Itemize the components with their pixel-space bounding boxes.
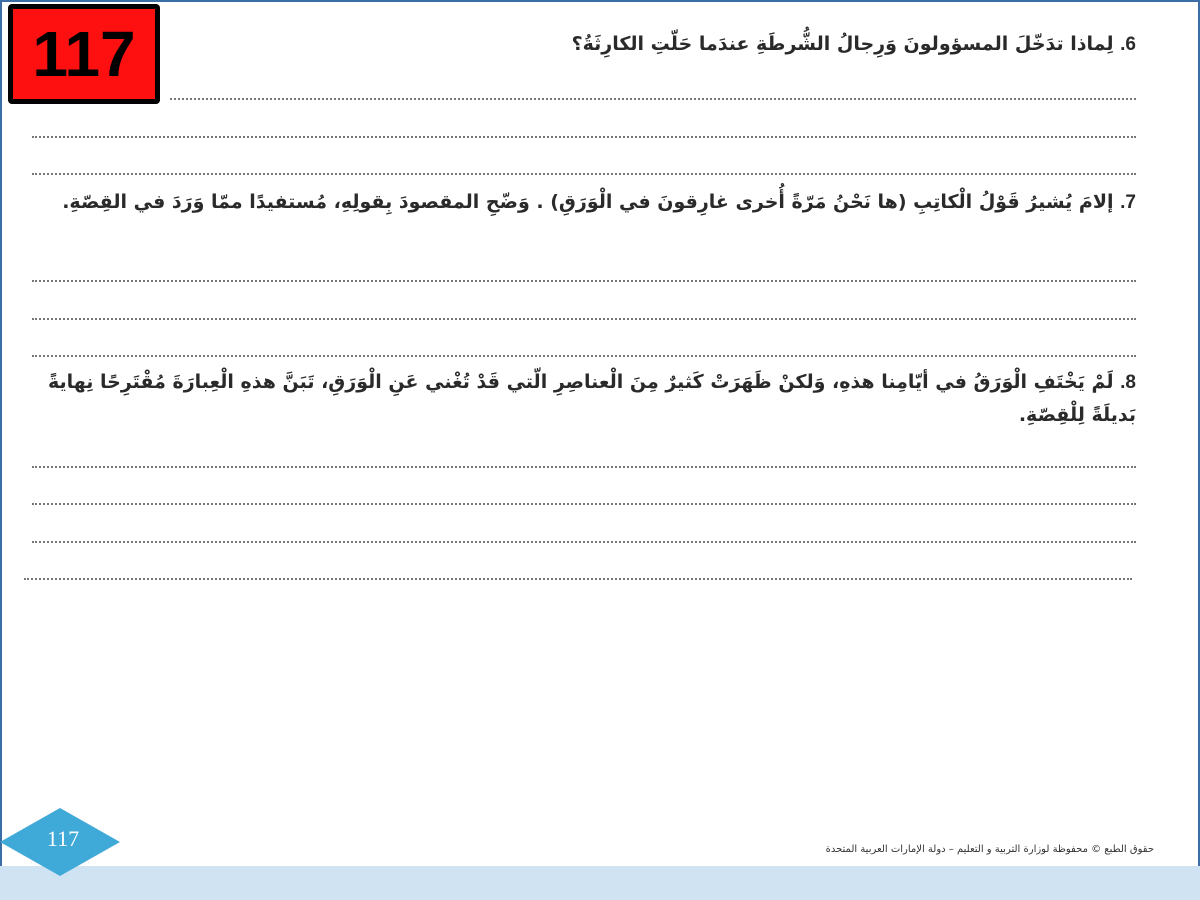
answer-line[interactable] xyxy=(32,355,1136,357)
question-6 xyxy=(56,28,1136,61)
question-number: 6. xyxy=(1120,34,1136,55)
question-8 xyxy=(46,366,1136,431)
answer-line[interactable] xyxy=(170,98,1136,100)
question-7 xyxy=(56,186,1136,219)
answer-line[interactable] xyxy=(32,503,1136,505)
footer-strip xyxy=(0,866,1200,900)
answer-line[interactable] xyxy=(32,466,1136,468)
question-number: 7. xyxy=(1120,192,1136,213)
page-number-badge: 117 xyxy=(8,4,160,104)
answer-line[interactable] xyxy=(32,541,1136,543)
question-text: لِماذا تدَخّلَ المسؤولونَ وَرِجالُ الشُّرطَةِ عندَما حَلّتِ الكارِثَةُ؟ xyxy=(571,33,1114,55)
question-number: 8. xyxy=(1120,372,1136,393)
answer-line[interactable] xyxy=(32,280,1136,282)
copyright-text: حقوق الطبع © محفوظة لوزارة التربية و التعليم – دولة الإمارات العربية المتحدة xyxy=(825,844,1154,855)
footer-page-number: 117 xyxy=(46,826,80,851)
question-text: إلامَ يُشيرُ قَوْلُ الْكاتِبِ (ها نَحْنُ مَرّةً أُخرى غارِقونَ في الْوَرَقِ) . وَضّحِ المقصودَ بِقولِهِ، مُستفيدًا ممّا وَرَدَ في القِصّةِ. xyxy=(62,191,1114,213)
answer-line[interactable] xyxy=(24,578,1132,580)
answer-line[interactable] xyxy=(32,318,1136,320)
answer-line[interactable] xyxy=(32,136,1136,138)
question-text: لَمْ يَخْتَفِ الْوَرَقُ في أيّامِنا هذهِ، وَلكنْ ظَهَرَتْ كَثيرٌ مِنَ الْعناصِرِ الّتي قَدْ تُغْني عَنِ الْوَرَقِ، تَبَنَّ هذهِ الْعِبارَةَ مُقْتَرِحًا نِهايةً بَديلَةً لِلْقِصّةِ. xyxy=(47,371,1136,426)
answer-line[interactable] xyxy=(32,173,1136,175)
